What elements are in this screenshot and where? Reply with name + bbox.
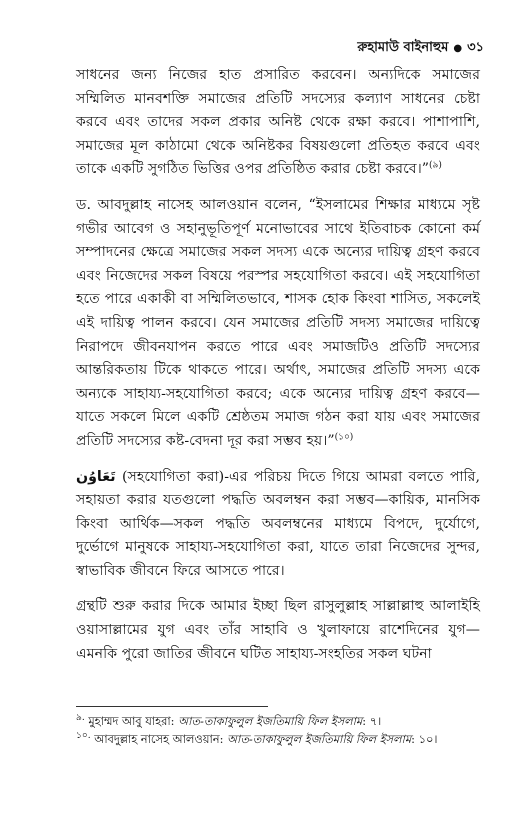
paragraph-text: সাধনের জন্য নিজের হাত প্রসারিত করবেন। অন্যদিকে সমাজের সম্মিলিত মানবশক্তি সমাজের প্রতিটি সদস্যের কল্যাণ সাধনের চেষ্টা করবে এবং তাদের সকল প্রকার অনিষ্ট থেকে রক্ষা করবে। পাশাপাশি, সমাজের মূল কাঠামো থেকে অনিষ্টকর বিষয়গুলো প্রতিহত করবে এবং তাকে একটি সুগঠিত ভিত্তির ওপর প্রতিষ্ঠিত করার চেষ্টা করবে।”	[76, 67, 480, 178]
paragraph-2	[76, 194, 480, 454]
body-text	[76, 64, 480, 666]
footnote-divider	[76, 706, 268, 707]
arabic-term: تَعَاوُن	[76, 468, 116, 485]
footnote-reference: (১০)	[334, 432, 354, 443]
footnote-mark: ৯.	[76, 713, 85, 724]
footnote-10	[76, 730, 480, 748]
paragraph-text: (সহযোগিতা করা)-এর পরিচয় দিতে গিয়ে আমরা বলতে পারি, সহায়তা করার যতগুলো পদ্ধতি অবলম্বন করা সম্ভব—কায়িক, মানসিক কিংবা আর্থিক—সকল পদ্ধতি অবলম্বনের মাধ্যমে বিপদে, দুর্যোগে, দুর্ভোগে মানুষকে সাহায্য-সহযোগিতা করা, যাতে তারা নিজেদের সুন্দর, স্বাভাবিক জীবনে ফিরে আসতে পারে।	[76, 468, 480, 579]
footnote-page: : ৭।	[362, 714, 382, 728]
bullet-separator-icon: ●	[453, 43, 463, 54]
page-number: ৩১	[467, 40, 484, 55]
footnote-9	[76, 712, 480, 730]
footnote-author: মুহাম্মদ আবু যাহরা:	[88, 714, 179, 728]
footnote-work-title: আত-তাকাফুলুল ইজতিমায়ি ফিল ইসলাম	[227, 732, 412, 746]
footnote-author: আবদুল্লাহ নাসেহ আলওয়ান:	[94, 732, 228, 746]
paragraph-3	[76, 466, 480, 584]
paragraph-text: গ্রন্থটি শুরু করার দিকে আমার ইচ্ছা ছিল রাসুলুল্লাহ সাল্লাল্লাহু আলাইহি ওয়াসাল্লামের যুগ এবং তাঁর সাহাবি ও খুলাফায়ে রাশেদিনের যুগ—এমনকি পুরো জাতির জীবনে ঘটিত সাহায্য-সংহতির সকল ঘটনা	[76, 598, 480, 662]
footnote-work-title: আত-তাকাফুলুল ইজতিমায়ি ফিল ইসলাম	[178, 714, 363, 728]
footnotes	[76, 712, 480, 748]
footnote-mark: ১০.	[76, 731, 91, 742]
running-header	[357, 38, 484, 59]
book-title: রুহামাউ বাইনাহুম	[357, 40, 449, 55]
paragraph-text: ড. আবদুল্লাহ নাসেহ আলওয়ান বলেন, “ইসলামের শিক্ষার মাধ্যমে সৃষ্ট গভীর আবেগ ও সহানুভূতিপূর্ণ মনোভাবের সাথে ইতিবাচক কোনো কর্ম সম্পাদনের ক্ষেত্রে সমাজের সকল সদস্য একে অন্যের দায়িত্ব গ্রহণ করবে এবং নিজেদের সকল বিষয়ে পরস্পর সহযোগিতা করবে। এই সহযোগিতা হতে পারে একাকী বা সম্মিলিতভাবে, শাসক হোক কিংবা শাসিত, সকলেই এই দায়িত্ব পালন করবে। যেন সমাজের প্রতিটি সদস্য সমাজের দায়িত্বে নিরাপদে জীবনযাপন করতে পারে এবং সমাজটিও প্রতিটি সদস্যের আন্তরিকতায় টিকে থাকতে পারে। অর্থাৎ, সমাজের প্রতিটি সদস্য একে অন্যকে সাহায্য-সহযোগিতা করবে; একে অন্যের দায়িত্ব গ্রহণ করবে—যাতে সকলে মিলে একটি শ্রেষ্ঠতম সমাজ গঠন করা যায় এবং সমাজের প্রতিটি সদস্যের কষ্ট-বেদনা দূর করা সম্ভব হয়।”	[76, 196, 480, 449]
footnote-page: : ১০।	[411, 732, 438, 746]
paragraph-4	[76, 595, 480, 666]
footnote-reference: (৯)	[429, 160, 442, 171]
paragraph-1	[76, 64, 480, 182]
